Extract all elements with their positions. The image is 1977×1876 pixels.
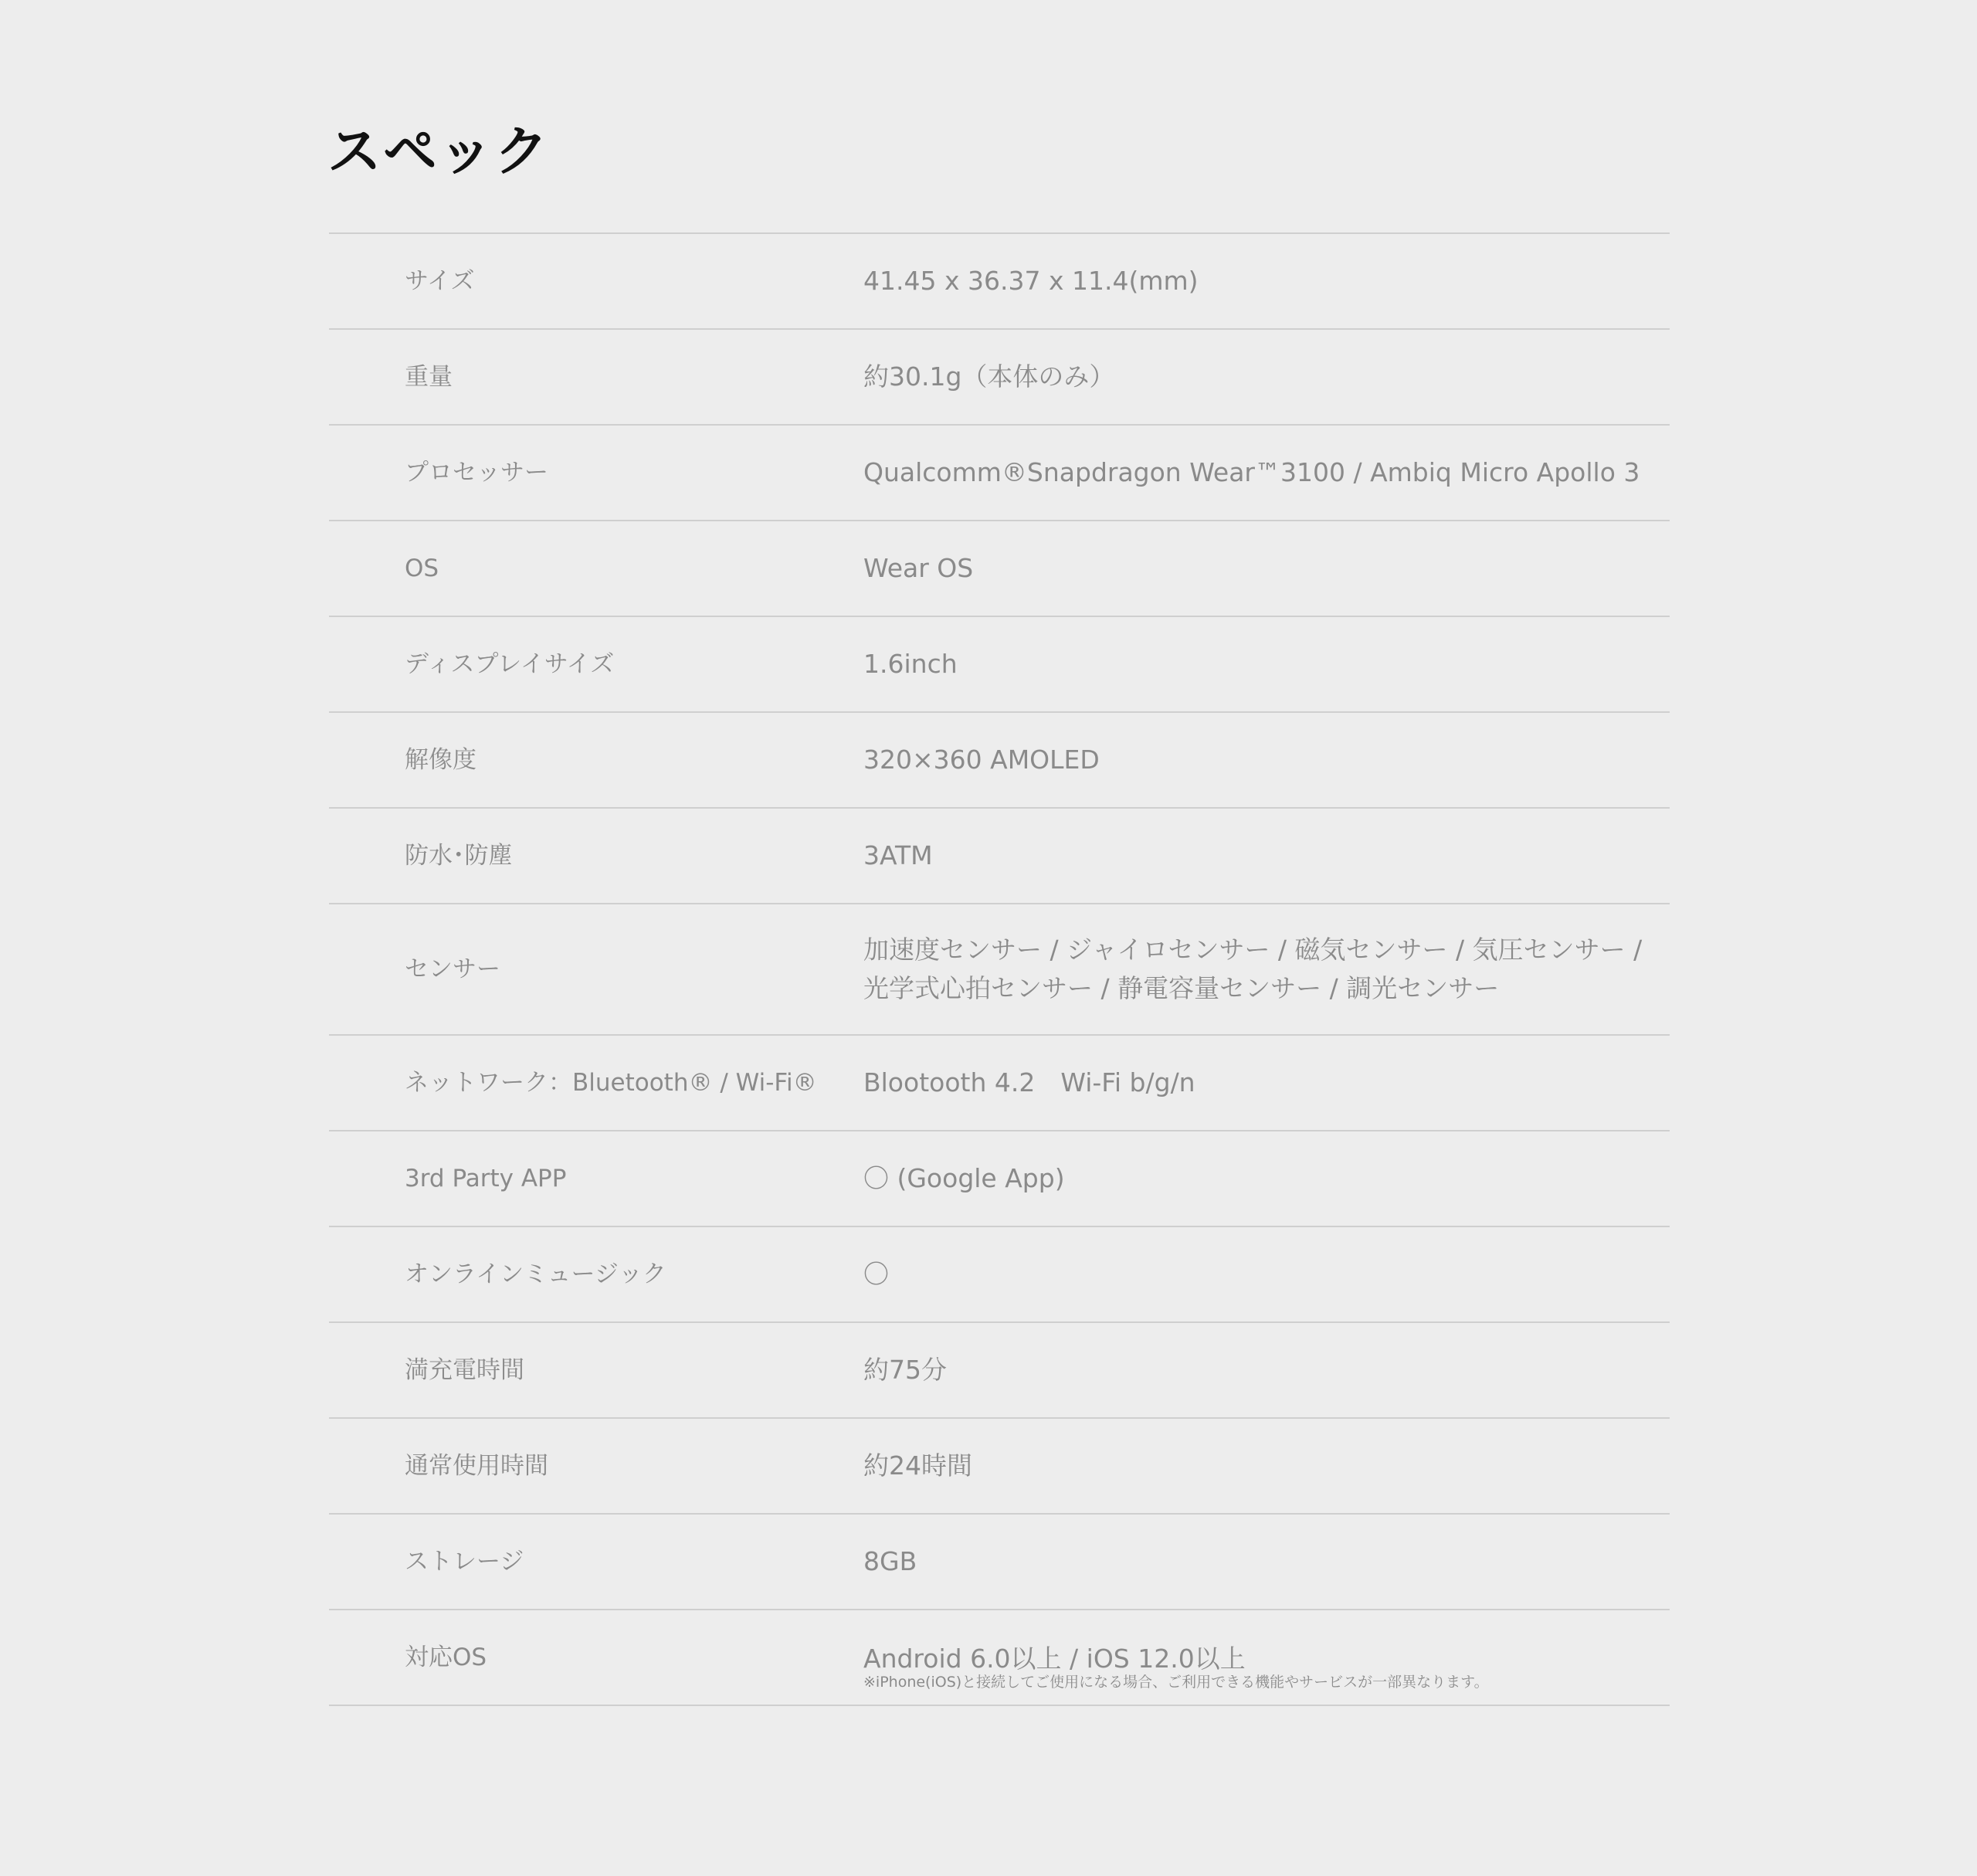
spec-row-usage-time [329, 1419, 1670, 1515]
spec-value-text: 光学式心拍センサー / 静電容量センサー / 調光センサー [863, 973, 1500, 1003]
spec-value-text: 約75分 [863, 1355, 947, 1385]
spec-row-os [329, 521, 1670, 617]
spec-row-third-party-app [329, 1131, 1670, 1227]
spec-label: オンラインミュージック [405, 1260, 666, 1288]
spec-row-network [329, 1036, 1670, 1131]
spec-value-text: 1.6inch [863, 649, 958, 679]
spec-label: プロセッサー [405, 459, 548, 487]
spec-value [863, 1515, 917, 1609]
spec-value-text: Blootooth 4.2 Wi-Fi b/g/n [863, 1067, 1195, 1097]
spec-row-processor [329, 426, 1670, 521]
spec-label: 解像度 [405, 746, 476, 774]
spec-value [863, 809, 933, 903]
spec-label: サイズ [405, 267, 475, 295]
spec-value-text: 8GB [863, 1546, 917, 1576]
page-title: スペック [327, 120, 550, 183]
spec-row-size [329, 234, 1670, 330]
spec-row-charge-time [329, 1323, 1670, 1419]
spec-value [863, 1610, 1489, 1705]
spec-label: ディスプレイサイズ [405, 650, 615, 678]
spec-value [863, 1419, 972, 1513]
spec-value [863, 1227, 889, 1321]
spec-value-text: 約24時間 [863, 1450, 972, 1481]
spec-table [329, 232, 1670, 1706]
spec-label: 満充電時間 [405, 1356, 524, 1384]
spec-value [863, 1036, 1195, 1130]
spec-row-weight [329, 330, 1670, 426]
spec-value-text: Wear OS [863, 553, 974, 583]
spec-row-storage [329, 1515, 1670, 1610]
spec-value-text: 41.45 x 36.37 x 11.4(mm) [863, 266, 1199, 296]
spec-label: ストレージ [405, 1548, 524, 1576]
spec-value [863, 234, 1198, 328]
spec-value [863, 330, 1114, 424]
spec-value [863, 904, 1642, 1034]
spec-value [863, 617, 958, 711]
spec-row-supported-os [329, 1610, 1670, 1706]
spec-value-text: 加速度センサー / ジャイロセンサー / 磁気センサー / 気圧センサー / [863, 935, 1643, 965]
spec-value [863, 1131, 1065, 1226]
spec-row-sensors [329, 904, 1670, 1036]
spec-label: OS [405, 555, 439, 582]
spec-label: 防水･防塵 [405, 842, 513, 870]
spec-value-text: Android 6.0以上 / iOS 12.0以上 [863, 1644, 1246, 1674]
spec-value [863, 1323, 947, 1417]
spec-label: 3rd Party APP [405, 1165, 567, 1192]
spec-value [863, 521, 973, 616]
spec-value [863, 426, 1640, 520]
spec-note: ※iPhone(iOS)と接続してご使用になる場合、ご利用できる機能やサービスが一部異なります。 [863, 1674, 1489, 1691]
spec-row-water-resistance [329, 809, 1670, 904]
spec-value-text: 320×360 AMOLED [863, 745, 1100, 775]
spec-value-text: 〇 [863, 1259, 889, 1289]
spec-value-text: 〇 (Google App) [863, 1163, 1065, 1193]
spec-label: 通常使用時間 [405, 1452, 548, 1480]
spec-value [863, 713, 1100, 807]
spec-label: センサー [405, 955, 500, 983]
spec-label: 対応OS [405, 1644, 487, 1671]
spec-value-text: 約30.1g（本体のみ） [863, 361, 1115, 392]
spec-row-online-music [329, 1227, 1670, 1323]
spec-value-text: 3ATM [863, 840, 933, 870]
spec-value-text: Qualcomm®Snapdragon Wear™3100 / Ambiq Micro Apollo 3 [863, 457, 1640, 487]
spec-label: 重量 [405, 363, 453, 391]
spec-row-display-size [329, 617, 1670, 713]
spec-row-resolution [329, 713, 1670, 809]
spec-label: ネットワーク：Bluetooth® / Wi-Fi® [405, 1069, 817, 1097]
